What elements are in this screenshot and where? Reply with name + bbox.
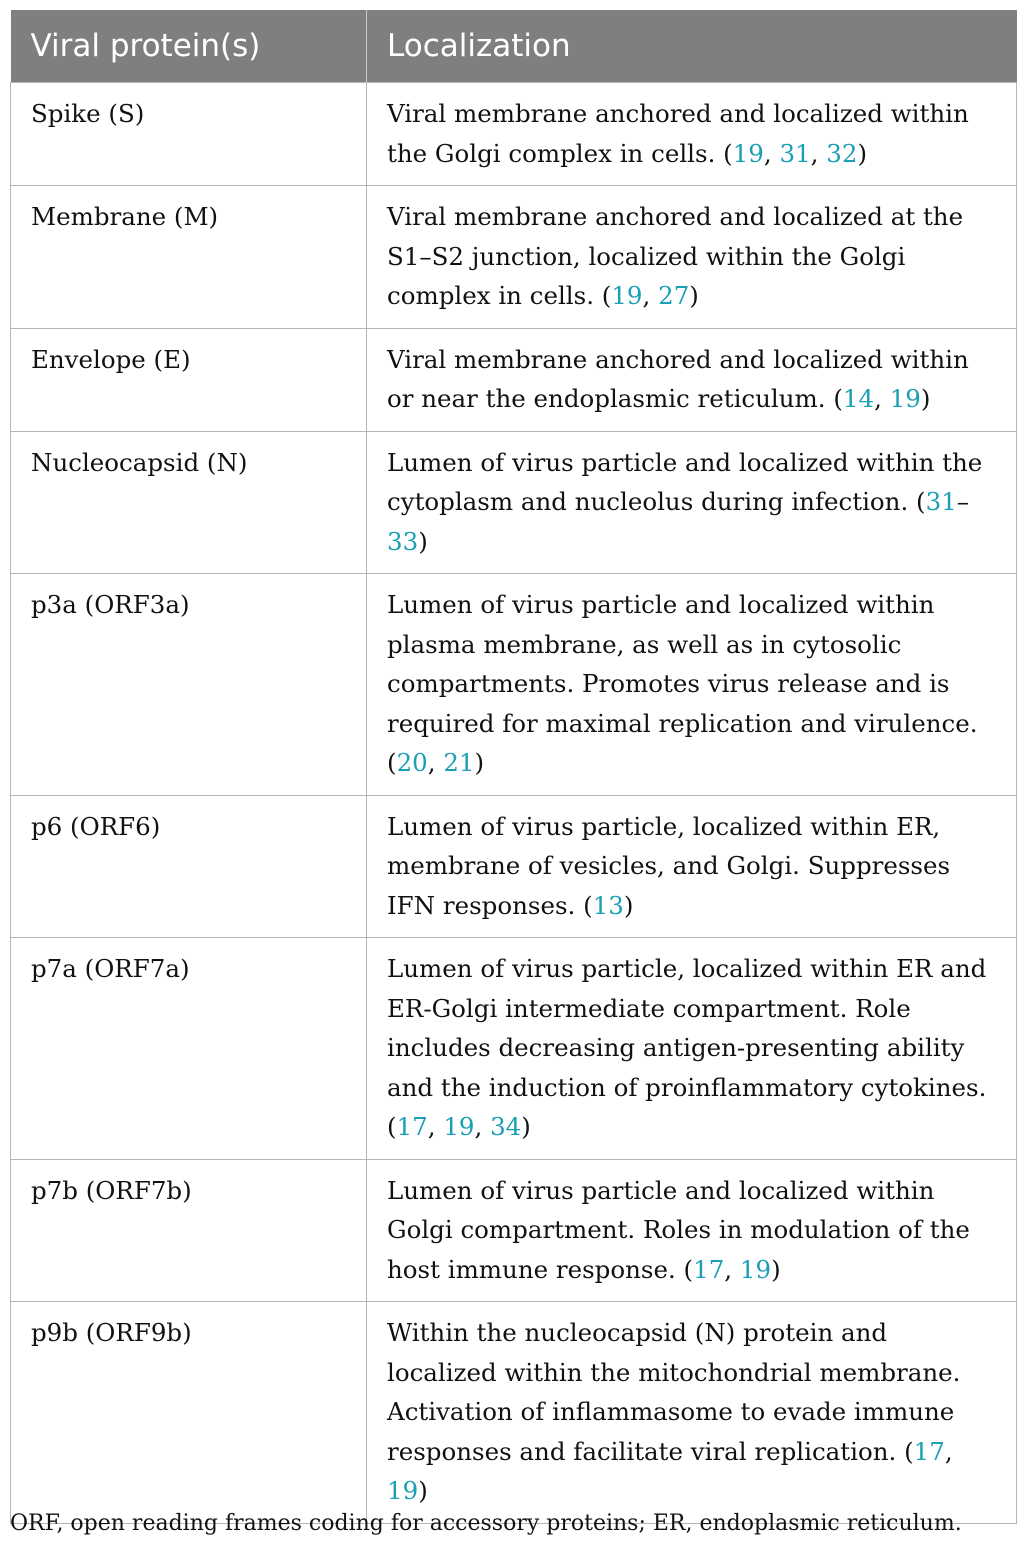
table-row: [11, 938, 1017, 1160]
protein-cell: [11, 1159, 367, 1302]
table-row: [11, 1159, 1017, 1302]
reference-link[interactable]: 32: [826, 138, 858, 168]
localization-cell: Viral membrane anchored and localized within the Golgi complex in cells. (19, 31, 32): [367, 83, 1017, 186]
localization-cell: Lumen of virus particle, localized within ER and ER-Golgi intermediate compartment. Role includes decreasing antigen-presenting ability and the induction of proinflammatory cytokines. (17, 19, 34): [367, 938, 1017, 1160]
protein-name: Envelope (E): [31, 344, 191, 374]
reference-link[interactable]: 19: [611, 281, 643, 310]
header-viral-proteins: Viral protein(s): [11, 10, 367, 83]
localization-text: Lumen of virus particle, localized within ER and ER-Golgi intermediate compartment. Role includes decreasing antigen-presenting ability and the induction of proinflammatory cytokines.: [387, 954, 987, 1102]
reference-link[interactable]: 34: [490, 1112, 522, 1141]
protein-localization-table-container: [10, 10, 1016, 1524]
localization-text: Lumen of virus particle and localized within Golgi compartment. Roles in modulation of the host immune response.: [387, 1175, 970, 1284]
localization-cell: Lumen of virus particle and localized within the cytoplasm and nucleolus during infection. (31–33): [367, 431, 1017, 574]
protein-name: p7b (ORF7b): [31, 1175, 192, 1205]
header-localization: Localization: [367, 10, 1017, 83]
table-row: [11, 574, 1017, 796]
reference-link[interactable]: 21: [443, 748, 475, 777]
protein-name: p9b (ORF9b): [31, 1318, 192, 1347]
reference-link[interactable]: 19: [443, 1112, 475, 1141]
protein-localization-table: [10, 10, 1017, 1524]
localization-text: Viral membrane anchored and localized within the Golgi complex in cells.: [387, 99, 969, 168]
protein-cell: [11, 431, 367, 574]
table-row: [11, 328, 1017, 431]
protein-cell: [11, 938, 367, 1160]
reference-link[interactable]: 17: [396, 1112, 428, 1141]
localization-cell: Viral membrane anchored and localized at the S1–S2 junction, localized within the Golgi complex in cells. (19, 27): [367, 186, 1017, 329]
localization-cell: Lumen of virus particle and localized within plasma membrane, as well as in cytosolic compartments. Promotes virus release and is required for maximal replication and virulence. (20, 21): [367, 574, 1017, 796]
table-row: [11, 431, 1017, 574]
localization-cell: Within the nucleocapsid (N) protein and localized within the mitochondrial membrane. Activation of inflammasome to evade immune responses and facilitate viral replication. (17, 19): [367, 1302, 1017, 1524]
protein-name: Membrane (M): [31, 202, 219, 231]
reference-link[interactable]: 19: [732, 138, 764, 168]
table-body: [11, 83, 1017, 1524]
localization-text: Lumen of virus particle, localized within ER, membrane of vesicles, and Golgi. Suppresses IFN responses.: [387, 811, 951, 920]
protein-name: p6 (ORF6): [31, 811, 161, 841]
localization-cell: Lumen of virus particle and localized within Golgi compartment. Roles in modulation of the host immune response. (17, 19): [367, 1159, 1017, 1302]
protein-cell: [11, 795, 367, 938]
reference-link[interactable]: 19: [889, 384, 921, 413]
table-footnote: ORF, open reading frames coding for accessory proteins; ER, endoplasmic reticulum.: [10, 1511, 962, 1536]
localization-text: Lumen of virus particle and localized within the cytoplasm and nucleolus during infection.: [387, 447, 983, 516]
protein-name: Spike (S): [31, 99, 145, 128]
reference-link[interactable]: 20: [396, 748, 428, 777]
localization-cell: Viral membrane anchored and localized within or near the endoplasmic reticulum. (14, 19): [367, 328, 1017, 431]
reference-link[interactable]: 27: [658, 281, 690, 310]
reference-link[interactable]: 31: [925, 487, 957, 516]
reference-link[interactable]: 19: [387, 1476, 419, 1505]
protein-name: p3a (ORF3a): [31, 590, 190, 619]
localization-text: Viral membrane anchored and localized at the S1–S2 junction, localized within the Golgi complex in cells.: [387, 202, 964, 310]
protein-name: Nucleocapsid (N): [31, 447, 248, 477]
reference-link[interactable]: 31: [779, 138, 811, 168]
reference-link[interactable]: 33: [387, 526, 419, 556]
table-row: [11, 186, 1017, 329]
reference-link[interactable]: 17: [693, 1254, 725, 1284]
protein-cell: [11, 328, 367, 431]
reference-link[interactable]: 14: [842, 384, 875, 413]
localization-text: Viral membrane anchored and localized within or near the endoplasmic reticulum.: [387, 344, 969, 413]
protein-cell: [11, 1302, 367, 1524]
localization-text: Within the nucleocapsid (N) protein and localized within the mitochondrial membrane. Activation of inflammasome to evade immune responses and facilitate viral replication.: [387, 1318, 961, 1466]
reference-link[interactable]: 13: [592, 890, 624, 920]
table-row: [11, 795, 1017, 938]
protein-name: p7a (ORF7a): [31, 954, 190, 983]
protein-cell: [11, 186, 367, 329]
protein-cell: [11, 83, 367, 186]
protein-cell: [11, 574, 367, 796]
localization-cell: Lumen of virus particle, localized within ER, membrane of vesicles, and Golgi. Suppresses IFN responses. (13): [367, 795, 1017, 938]
reference-link[interactable]: 17: [913, 1436, 945, 1466]
reference-link[interactable]: 19: [739, 1254, 772, 1284]
localization-text: Lumen of virus particle and localized within plasma membrane, as well as in cytosolic compartments. Promotes virus release and is required for maximal replication and virulence.: [387, 590, 978, 738]
table-row: [11, 1302, 1017, 1524]
table-header-row: [11, 10, 1017, 83]
table-row: [11, 83, 1017, 186]
